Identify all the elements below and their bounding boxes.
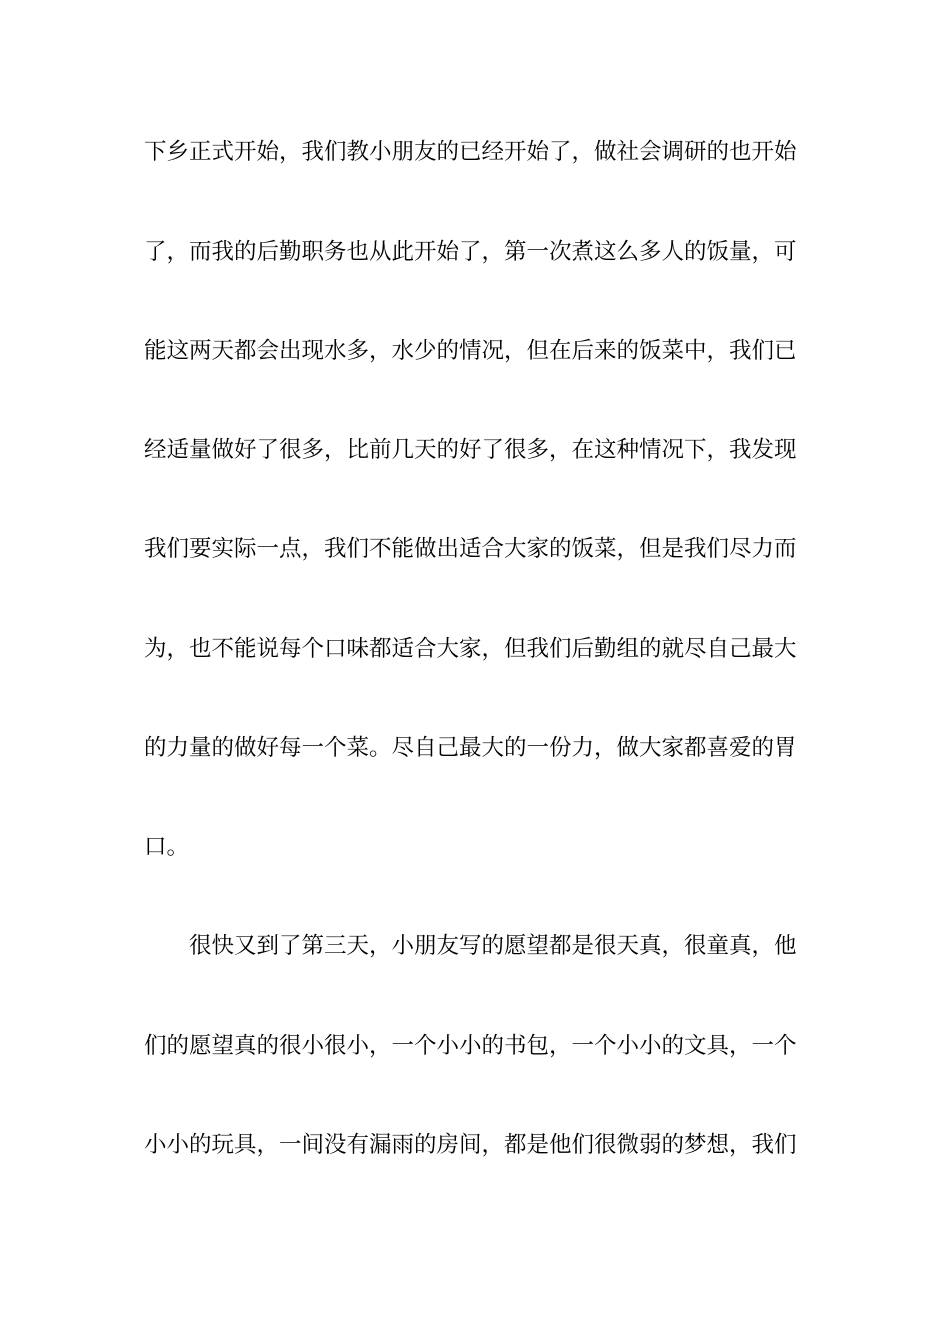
paragraph-1-line-7: 的力量的做好每一个菜。尽自己最大的一份力，做大家都喜爱的胃 xyxy=(144,735,797,761)
paragraph-2-line-2: 们的愿望真的很小很小，一个小小的书包，一个小小的文具，一个 xyxy=(144,1033,797,1059)
paragraph-1-line-6: 为，也不能说每个口味都适合大家，但我们后勤组的就尽自己最大 xyxy=(144,636,797,662)
paragraph-1-line-5: 我们要实际一点，我们不能做出适合大家的饭菜，但是我们尽力而 xyxy=(144,536,797,562)
paragraph-1-line-1: 下乡正式开始，我们教小朋友的已经开始了，做社会调研的也开始 xyxy=(144,139,797,165)
paragraph-2-line-3: 小小的玩具，一间没有漏雨的房间，都是他们很微弱的梦想，我们 xyxy=(144,1132,797,1158)
paragraph-1-line-2: 了，而我的后勤职务也从此开始了，第一次煮这么多人的饭量，可 xyxy=(144,239,797,265)
paragraph-1-line-3: 能这两天都会出现水多，水少的情况，但在后来的饭菜中，我们已 xyxy=(144,338,797,364)
paragraph-1-line-8: 口。 xyxy=(144,834,190,860)
paragraph-1-line-4: 经适量做好了很多，比前几天的好了很多，在这种情况下，我发现 xyxy=(144,437,797,463)
paragraph-2-line-1: 很快又到了第三天，小朋友写的愿望都是很天真，很童真，他 xyxy=(189,933,797,959)
